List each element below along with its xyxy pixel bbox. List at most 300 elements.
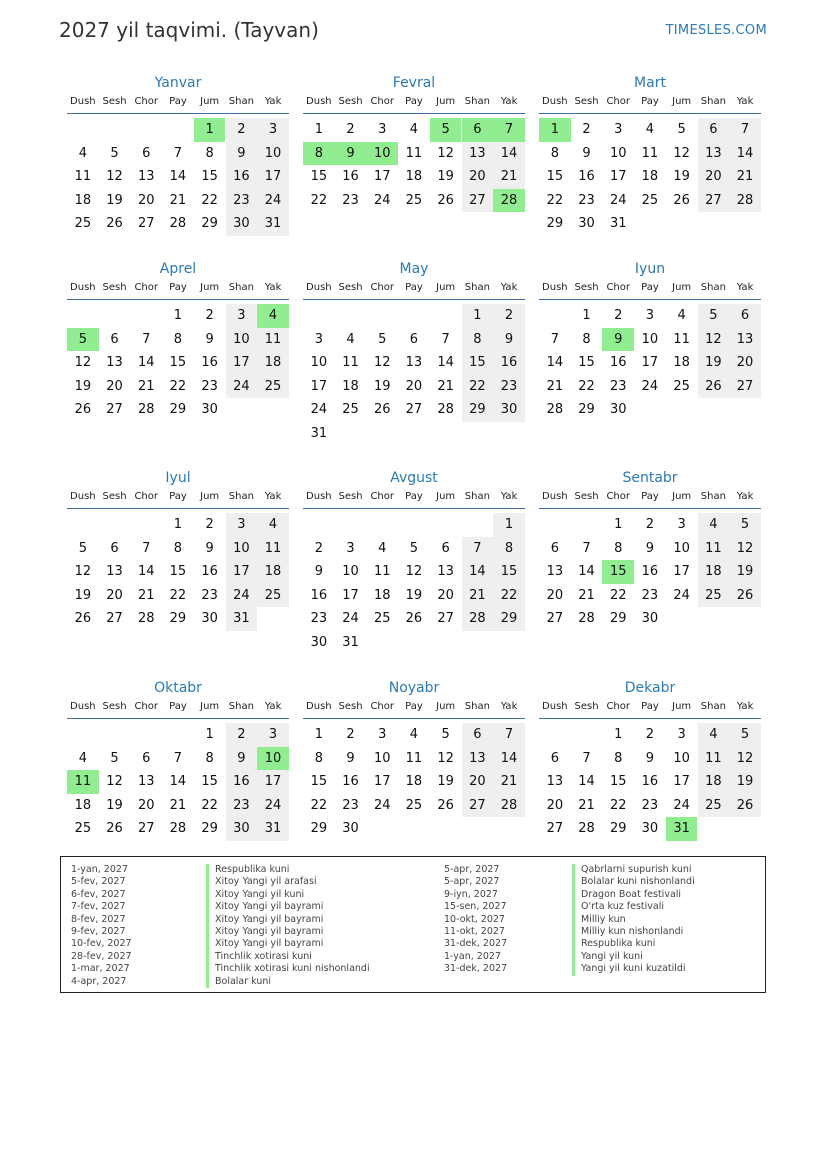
weekday-label: Shan <box>228 701 254 712</box>
weekday-label: Pay <box>169 96 187 107</box>
day-cell: 10 <box>310 355 328 370</box>
day-cell: 8 <box>614 540 623 556</box>
day-cell: 21 <box>546 378 564 394</box>
day-cell: 3 <box>346 540 355 556</box>
month-name: Oktabr <box>154 680 202 696</box>
day-cell: 4 <box>709 727 718 742</box>
day-cell: 30 <box>310 634 328 650</box>
day-cell: 27 <box>106 611 123 626</box>
day-cell: 17 <box>641 355 659 370</box>
day-cell: 8 <box>582 331 591 347</box>
day-cell: 6 <box>441 540 450 556</box>
day-cell: 20 <box>546 587 564 603</box>
day-cell: 1 <box>614 727 623 742</box>
day-cell: 13 <box>469 750 486 766</box>
month-name: Sentabr <box>622 470 678 486</box>
weekday-header <box>539 277 761 300</box>
day-cell: 30 <box>500 402 518 417</box>
day-cell: 14 <box>500 145 518 161</box>
holiday-name: Qabrlarni supurish kuni <box>572 864 692 877</box>
month-name: Iyun <box>634 261 666 277</box>
day-cell: 22 <box>578 378 595 394</box>
day-cell: 24 <box>609 192 627 208</box>
day-cell: 12 <box>437 145 454 161</box>
day-cell: 23 <box>310 611 328 626</box>
holiday-name: Milliy kun nishonlandi <box>572 926 683 939</box>
day-cell: 12 <box>373 355 391 370</box>
holiday-name: Tinchlik xotirasi kuni nishonlandi <box>206 963 370 976</box>
day-cell: 18 <box>373 587 391 603</box>
day-cell: 6 <box>142 750 151 766</box>
day-cell: 24 <box>673 587 690 603</box>
holiday-day-cell: 11 <box>67 770 99 794</box>
day-cell: 26 <box>673 192 690 208</box>
day-cell: 22 <box>169 587 187 603</box>
holiday-date: 15-sen, 2027 <box>444 901 507 913</box>
day-cell: 23 <box>609 378 627 394</box>
day-cell: 27 <box>137 821 155 836</box>
weekday-label: Pay <box>641 96 659 107</box>
weekday-header <box>67 486 289 509</box>
weekday-label: Dush <box>306 282 332 293</box>
month-name: Fevral <box>392 75 436 91</box>
holiday-day-cell: 1 <box>194 118 226 142</box>
day-cell: 13 <box>469 145 486 161</box>
day-cell: 19 <box>74 587 92 603</box>
weekday-label: Chor <box>134 491 159 502</box>
weekday-label: Shan <box>700 96 726 107</box>
weekday-label: Sesh <box>574 701 599 712</box>
weekday-label: Shan <box>700 491 726 502</box>
holiday-name: Bolalar kuni nishonlandi <box>572 876 695 889</box>
month-name: Avgust <box>390 470 438 486</box>
day-cell: 29 <box>201 821 218 836</box>
day-cell: 26 <box>106 821 123 836</box>
day-cell: 4 <box>78 750 87 766</box>
day-cell: 2 <box>205 308 214 323</box>
holiday-name: Dragon Boat festivali <box>572 889 681 902</box>
weekday-header <box>303 277 525 300</box>
weekday-header <box>303 486 525 509</box>
weekday-label: Shan <box>464 491 490 502</box>
day-cell: 22 <box>201 797 218 813</box>
day-cell: 10 <box>264 145 282 161</box>
day-cell: 21 <box>500 169 518 184</box>
weekday-label: Shan <box>464 282 490 293</box>
day-cell: 24 <box>264 192 282 208</box>
day-cell: 3 <box>237 308 246 323</box>
day-cell: 11 <box>641 145 659 161</box>
holiday-date: 9-fev, 2027 <box>71 926 126 937</box>
day-cell: 20 <box>546 797 564 813</box>
day-cell: 17 <box>609 169 627 184</box>
month-name: Iyul <box>165 470 191 486</box>
day-cell: 17 <box>233 355 250 370</box>
holiday-date: 31-dek, 2027 <box>444 963 508 975</box>
weekday-label: Sesh <box>102 701 127 712</box>
day-cell: 21 <box>469 587 486 603</box>
weekday-label: Yak <box>500 701 518 712</box>
day-cell: 24 <box>641 378 659 394</box>
day-cell: 3 <box>268 122 278 137</box>
day-cell: 4 <box>346 331 355 347</box>
day-cell: 24 <box>373 797 391 813</box>
day-cell: 11 <box>74 169 92 184</box>
day-cell: 22 <box>310 192 328 208</box>
day-cell: 8 <box>550 145 559 161</box>
weekday-label: Jum <box>672 491 692 502</box>
day-cell: 26 <box>373 402 391 417</box>
day-cell: 11 <box>705 750 722 766</box>
day-cell: 19 <box>437 774 454 789</box>
weekday-label: Yak <box>736 96 754 107</box>
day-cell: 6 <box>550 540 559 556</box>
day-cell: 19 <box>437 169 454 184</box>
day-cell: 6 <box>142 145 151 161</box>
weekday-header <box>67 91 289 114</box>
holiday-date: 5-fev, 2027 <box>71 876 126 888</box>
day-cell: 26 <box>705 378 722 394</box>
holiday-name: Xitoy Yangi yil bayrami <box>206 914 323 927</box>
weekday-label: Yak <box>264 491 282 502</box>
day-cell: 1 <box>614 517 623 532</box>
day-cell: 17 <box>342 587 359 603</box>
day-cell: 7 <box>504 727 514 742</box>
day-cell: 31 <box>342 634 359 650</box>
weekday-label: Shan <box>464 701 490 712</box>
holiday-day-cell: 10 <box>257 747 289 771</box>
day-cell: 23 <box>201 587 218 603</box>
day-cell: 21 <box>137 587 155 603</box>
day-cell: 14 <box>169 169 187 184</box>
weekday-label: Yak <box>736 282 754 293</box>
day-cell: 5 <box>677 122 686 137</box>
day-cell: 15 <box>169 564 187 579</box>
day-cell: 23 <box>578 192 595 208</box>
holiday-date: 1-yan, 2027 <box>444 950 501 962</box>
weekday-label: Pay <box>405 701 423 712</box>
day-cell: 7 <box>173 750 183 766</box>
day-cell: 2 <box>314 540 323 556</box>
day-cell: 19 <box>74 378 92 394</box>
day-cell: 26 <box>106 216 123 231</box>
day-cell: 20 <box>137 797 155 813</box>
weekday-label: Pay <box>169 701 187 712</box>
weekday-label: Pay <box>405 282 423 293</box>
weekday-label: Dush <box>542 282 568 293</box>
day-cell: 14 <box>137 564 155 579</box>
day-cell: 17 <box>673 564 690 579</box>
page-title: 2027 yil taqvimi. (Tayvan) <box>59 18 319 42</box>
day-cell: 29 <box>609 611 627 626</box>
weekday-label: Sesh <box>338 491 363 502</box>
day-cell: 13 <box>736 331 754 347</box>
weekday-label: Chor <box>370 491 395 502</box>
day-cell: 11 <box>342 355 359 370</box>
day-cell: 7 <box>550 331 559 347</box>
day-cell: 8 <box>504 540 514 556</box>
day-cell: 13 <box>405 355 423 370</box>
holiday-name: Milliy kun <box>572 914 626 927</box>
weekday-label: Jum <box>200 282 220 293</box>
day-cell: 22 <box>609 797 627 813</box>
day-cell: 31 <box>310 425 328 441</box>
day-cell: 28 <box>137 402 155 417</box>
day-cell: 8 <box>314 750 323 766</box>
day-cell: 21 <box>169 192 187 208</box>
day-cell: 30 <box>233 821 250 836</box>
day-cell: 27 <box>137 216 155 231</box>
day-cell: 9 <box>237 750 246 766</box>
day-cell: 29 <box>609 821 627 836</box>
day-cell: 10 <box>233 540 250 556</box>
holiday-name: Xitoy Yangi yil bayrami <box>206 938 323 951</box>
day-cell: 23 <box>342 192 359 208</box>
day-cell: 6 <box>473 727 482 742</box>
weekday-label: Dush <box>542 96 568 107</box>
day-cell: 25 <box>74 216 92 231</box>
day-cell: 12 <box>405 564 423 579</box>
holiday-date: 1-mar, 2027 <box>71 963 130 975</box>
day-cell: 6 <box>110 540 119 556</box>
day-cell: 2 <box>504 308 514 323</box>
day-cell: 27 <box>546 611 564 626</box>
month-name: Yanvar <box>154 75 202 91</box>
day-cell: 25 <box>705 797 722 813</box>
day-cell: 13 <box>137 774 155 789</box>
weekday-label: Yak <box>264 282 282 293</box>
day-cell: 6 <box>550 750 559 766</box>
day-cell: 21 <box>578 587 595 603</box>
day-cell: 12 <box>74 564 92 579</box>
weekday-label: Jum <box>200 701 220 712</box>
day-cell: 7 <box>473 540 482 556</box>
day-cell: 4 <box>268 517 278 532</box>
weekday-header <box>539 486 761 509</box>
day-cell: 5 <box>441 727 450 742</box>
day-cell: 15 <box>169 355 187 370</box>
weekday-label: Sesh <box>102 491 127 502</box>
day-cell: 18 <box>673 355 690 370</box>
weekday-label: Chor <box>370 96 395 107</box>
day-cell: 5 <box>110 750 119 766</box>
weekday-header <box>539 696 761 719</box>
day-cell: 19 <box>405 587 423 603</box>
day-cell: 12 <box>673 145 690 161</box>
day-cell: 25 <box>405 192 423 208</box>
day-cell: 9 <box>504 331 514 347</box>
day-cell: 2 <box>346 727 355 742</box>
day-cell: 7 <box>582 750 591 766</box>
holidays-legend <box>60 856 766 993</box>
day-cell: 29 <box>500 611 518 626</box>
day-cell: 31 <box>264 216 282 231</box>
day-cell: 23 <box>342 797 359 813</box>
day-cell: 20 <box>705 169 722 184</box>
day-cell: 28 <box>169 216 187 231</box>
day-cell: 9 <box>314 564 323 579</box>
day-cell: 30 <box>578 216 595 231</box>
day-cell: 29 <box>169 611 187 626</box>
day-cell: 16 <box>310 587 328 603</box>
holiday-name: Xitoy Yangi yil bayrami <box>206 901 323 914</box>
holiday-date: 10-fev, 2027 <box>71 938 132 950</box>
holiday-name: Respublika kuni <box>572 938 655 951</box>
holiday-name: O'rta kuz festivali <box>572 901 664 914</box>
day-cell: 7 <box>173 145 183 161</box>
day-cell: 6 <box>409 331 419 347</box>
day-cell: 2 <box>237 122 246 137</box>
holiday-name: Xitoy Yangi yil kuni <box>206 889 304 902</box>
day-cell: 12 <box>736 540 754 556</box>
day-cell: 3 <box>614 122 623 137</box>
day-cell: 25 <box>673 378 690 394</box>
day-cell: 20 <box>106 587 123 603</box>
weekday-label: Chor <box>370 701 395 712</box>
day-cell: 13 <box>106 355 123 370</box>
day-cell: 1 <box>582 308 591 323</box>
weekday-label: Shan <box>228 491 254 502</box>
holiday-date: 9-iyn, 2027 <box>444 888 498 900</box>
day-cell: 19 <box>373 378 391 394</box>
day-cell: 20 <box>469 169 486 184</box>
day-cell: 23 <box>233 192 250 208</box>
holiday-name: Bolalar kuni <box>206 976 271 989</box>
day-cell: 30 <box>342 821 359 836</box>
day-cell: 2 <box>346 122 355 137</box>
weekday-label: Jum <box>436 96 456 107</box>
day-cell: 4 <box>78 145 87 161</box>
weekday-label: Chor <box>606 282 631 293</box>
weekday-label: Jum <box>436 491 456 502</box>
weekday-label: Shan <box>228 96 254 107</box>
weekday-label: Shan <box>464 96 490 107</box>
day-cell: 11 <box>705 540 722 556</box>
day-cell: 17 <box>373 169 391 184</box>
day-cell: 3 <box>314 331 323 347</box>
day-cell: 15 <box>609 774 627 789</box>
day-cell: 5 <box>78 540 87 556</box>
day-cell: 8 <box>173 540 183 556</box>
weekday-label: Sesh <box>102 96 127 107</box>
day-cell: 14 <box>137 355 155 370</box>
weekday-header <box>303 696 525 719</box>
holiday-date: 7-fev, 2027 <box>71 901 126 913</box>
holiday-name: Xitoy Yangi yil arafasi <box>206 876 317 889</box>
month-name: Aprel <box>159 261 197 277</box>
weekday-label: Chor <box>606 96 631 107</box>
day-cell: 22 <box>469 378 486 394</box>
day-cell: 28 <box>546 402 564 417</box>
day-cell: 1 <box>173 517 183 532</box>
brand-link[interactable]: TIMESLES.COM <box>665 23 767 38</box>
day-cell: 8 <box>173 331 183 347</box>
day-cell: 7 <box>582 540 591 556</box>
holiday-day-cell: 4 <box>257 304 289 328</box>
weekday-label: Dush <box>542 491 568 502</box>
day-cell: 5 <box>110 145 119 161</box>
day-cell: 25 <box>264 378 282 394</box>
day-cell: 18 <box>405 169 423 184</box>
weekday-label: Jum <box>436 701 456 712</box>
day-cell: 14 <box>736 145 754 161</box>
day-cell: 15 <box>546 169 564 184</box>
day-cell: 1 <box>314 122 323 137</box>
day-cell: 29 <box>578 402 595 417</box>
holiday-date: 8-fev, 2027 <box>71 913 126 925</box>
day-cell: 16 <box>641 774 659 789</box>
day-cell: 17 <box>673 774 690 789</box>
day-cell: 21 <box>578 797 595 813</box>
day-cell: 26 <box>74 611 92 626</box>
weekday-label: Dush <box>70 96 96 107</box>
day-cell: 3 <box>268 727 278 742</box>
day-cell: 23 <box>201 378 218 394</box>
day-cell: 4 <box>645 122 655 137</box>
weekday-label: Jum <box>672 701 692 712</box>
weekday-label: Pay <box>641 701 659 712</box>
day-cell: 20 <box>437 587 454 603</box>
day-cell: 20 <box>405 378 423 394</box>
day-cell: 12 <box>74 355 92 370</box>
holiday-date: 4-apr, 2027 <box>71 975 127 987</box>
weekday-header <box>539 91 761 114</box>
day-cell: 11 <box>405 750 423 766</box>
weekday-header <box>303 91 525 114</box>
weekday-label: Pay <box>169 491 187 502</box>
holiday-date: 11-okt, 2027 <box>444 926 505 937</box>
day-cell: 18 <box>74 797 92 813</box>
weekday-label: Sesh <box>338 282 363 293</box>
day-cell: 22 <box>500 587 518 603</box>
day-cell: 19 <box>673 169 690 184</box>
day-cell: 19 <box>106 797 123 813</box>
day-cell: 16 <box>233 169 250 184</box>
day-cell: 10 <box>673 750 690 766</box>
day-cell: 11 <box>264 331 282 347</box>
day-cell: 3 <box>237 517 246 532</box>
weekday-label: Sesh <box>338 701 363 712</box>
holiday-day-cell: 7 <box>493 118 525 142</box>
holiday-day-cell: 5 <box>67 328 99 352</box>
weekday-label: Sesh <box>574 96 599 107</box>
month-name: Dekabr <box>624 680 676 696</box>
day-cell: 16 <box>233 774 250 789</box>
day-cell: 1 <box>504 517 514 532</box>
weekday-label: Chor <box>134 282 159 293</box>
day-cell: 29 <box>469 402 486 417</box>
day-cell: 7 <box>441 331 450 347</box>
day-cell: 3 <box>677 517 686 532</box>
day-cell: 24 <box>673 797 690 813</box>
day-cell: 23 <box>641 797 659 813</box>
day-cell: 3 <box>378 122 387 137</box>
weekday-label: Chor <box>370 282 395 293</box>
day-cell: 24 <box>233 378 250 394</box>
weekday-label: Dush <box>542 701 568 712</box>
day-cell: 25 <box>373 611 391 626</box>
holiday-name: Xitoy Yangi yil bayrami <box>206 926 323 939</box>
day-cell: 30 <box>641 821 659 836</box>
day-cell: 24 <box>310 402 328 417</box>
day-cell: 1 <box>173 308 183 323</box>
holiday-date: 31-dek, 2027 <box>444 938 508 950</box>
day-cell: 18 <box>641 169 659 184</box>
day-cell: 27 <box>546 821 564 836</box>
day-cell: 2 <box>614 308 623 323</box>
day-cell: 24 <box>373 192 391 208</box>
day-cell: 21 <box>137 378 155 394</box>
